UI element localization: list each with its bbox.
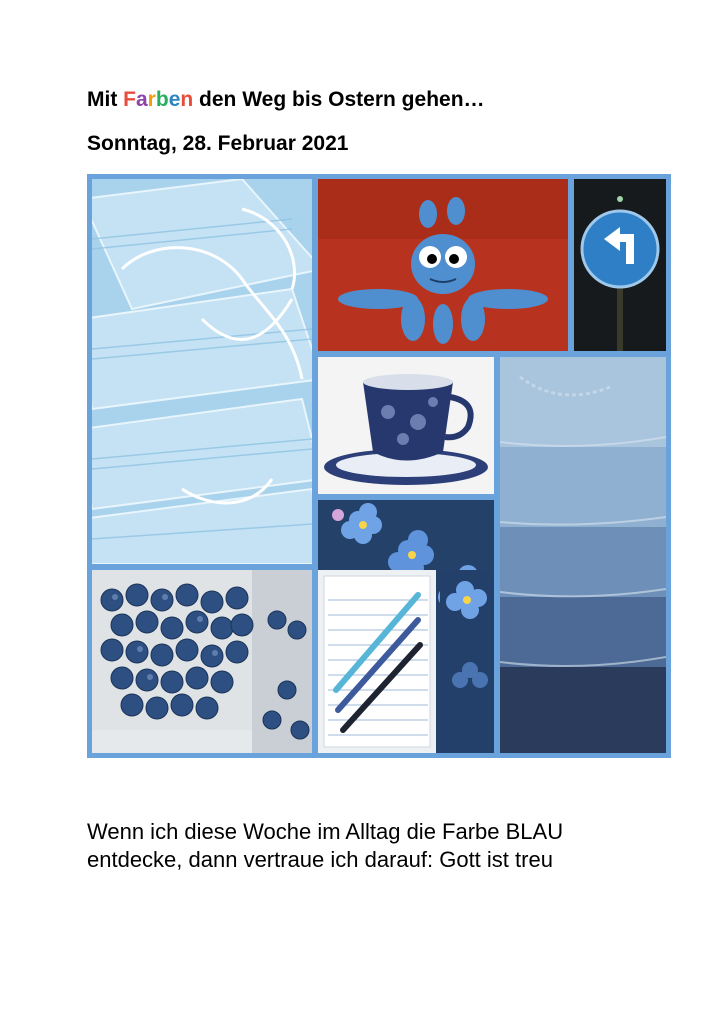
blue-plush-toy-photo	[318, 179, 568, 351]
notepad-pens-photo	[318, 570, 436, 753]
title-letter: F	[123, 88, 136, 111]
photo-collage	[87, 174, 671, 758]
title-letter: r	[147, 88, 156, 111]
flowers-strip-photo	[440, 570, 494, 753]
blueberries-photo	[92, 570, 312, 753]
jeans-stack-photo	[500, 357, 666, 753]
title-colored-word	[123, 88, 193, 111]
face-masks-photo	[92, 179, 312, 564]
page-title	[87, 88, 485, 112]
title-prefix: Mit	[87, 88, 124, 111]
title-letter: a	[135, 88, 148, 111]
body-text-line-2: entdecke, dann vertraue ich darauf: Gott ist treu	[87, 847, 553, 872]
body-text-line-1: Wenn ich diese Woche im Alltag die Farbe BLAU	[87, 819, 564, 844]
page-date: Sonntag, 28. Februar 2021	[87, 132, 349, 155]
title-suffix: den Weg bis Ostern gehen…	[193, 88, 485, 111]
title-letter: b	[155, 88, 169, 111]
title-letter: n	[180, 88, 194, 111]
turn-left-sign-photo	[574, 179, 666, 351]
title-letter: e	[168, 88, 181, 111]
body-text	[87, 818, 647, 874]
blue-teacup-photo	[318, 357, 494, 494]
